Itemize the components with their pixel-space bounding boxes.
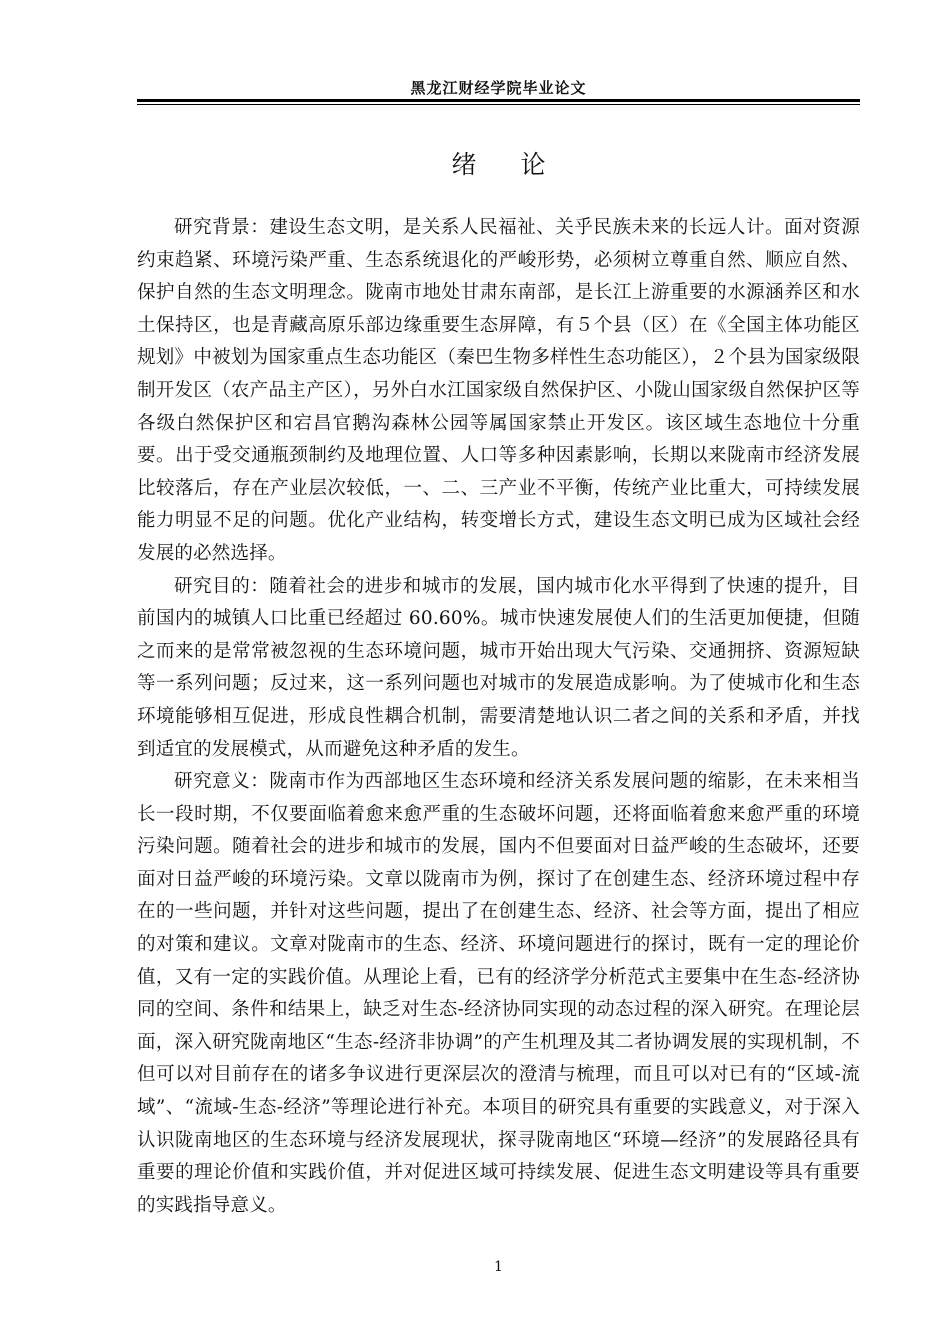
section-title: 绪论 (451, 150, 590, 179)
page-number: 1 (494, 1259, 503, 1275)
paragraph-significance: 研究意义：陇南市作为西部地区生态环境和经济关系发展问题的缩影，在未来相当长一段时期，不仅要面临着愈来愈严重的生态破坏问题，还将面临着愈来愈严重的环境污染问题。随着社会的进步和城市的发展，国内不但要面对日益严峻的生态破坏，还要面对日益严峻的环境污染。文章以陇南市为例，探讨了在创建生态、经济环境过程中存在的一些问题，并针对这些问题，提出了在创建生态、经济、社会等方面，提出了相应的对策和建议。文章对陇南市的生态、经济、环境问题进行的探讨，既有一定的理论价值，又有一定的实践价值。从理论上看，已有的经济学分析范式主要集中在生态-经济协同的空间、条件和结果上，缺乏对生态-经济协同实现的动态过程的深入研究。在理论层面，深入研究陇南地区“生态-经济非协调”的产生机理及其二者协调发展的实现机制，不但可以对目前存在的诸多争议进行更深层次的澄清与梳理，而且可以对已有的“区域-流域”、“流域-生态-经济”等理论进行补充。本项目的研究具有重要的实践意义，对于深入认识陇南地区的生态环境与经济发展现状，探寻陇南地区“环境—经济”的发展路径具有重要的理论价值和实践价值，并对促进区域可持续发展、促进生态文明建设等具有重要的实践指导意义。 (137, 771, 860, 1216)
running-header: 黑龙江财经学院毕业论文 (410, 79, 587, 97)
paragraph-purpose: 研究目的：随着社会的进步和城市的发展，国内城市化水平得到了快速的提升，目前国内的城镇人口比重已经超过 60.60%。城市快速发展使人们的生活更加便捷，但随之而来的是常常被忽视的生态环境问题，城市开始出现大气污染、交通拥挤、资源短缺等一系列问题；反过来，这一系列问题也对城市的发展造成影响。为了使城市化和生态环境能够相互促进，形成良性耦合机制，需要清楚地认识二者之间的关系和矛盾，并找到适宜的发展模式，从而避免这种矛盾的发生。 (137, 575, 860, 760)
header-rule-thin (137, 104, 860, 105)
paragraph-background: 研究背景：建设生态文明，是关系人民福祉、关乎民族未来的长远人计。面对资源约束趋紧、环境污染严重、生态系统退化的严峻形势，必须树立尊重自然、顺应自然、保护自然的生态文明理念。陇南市地处甘肃东南部，是长江上游重要的水源涵养区和水土保持区，也是青藏高原乐部边缘重要生态屏障，有５个县（区）在《全国主体功能区规划》中被划为国家重点生态功能区（秦巴生物多样性生态功能区），２个县为国家级限制开发区（农产品主产区），另外白水江国家级自然保护区、小陇山国家级自然保护区等各级白然保护区和宕昌官鹅沟森林公园等属国家禁止开发区。该区域生态地位十分重要。出于受交通瓶颈制约及地理位置、人口等多种因素影响，长期以来陇南市经济发展比较落后，存在产业层次较低，一、二、三产业不平衡，传统产业比重大，可持续发展能力明显不足的问题。优化产业结构，转变增长方式，建设生态文明已成为区域社会经发展的必然选择。 (137, 217, 860, 564)
header-rule-thick (137, 99, 860, 102)
body-text (137, 212, 860, 1222)
